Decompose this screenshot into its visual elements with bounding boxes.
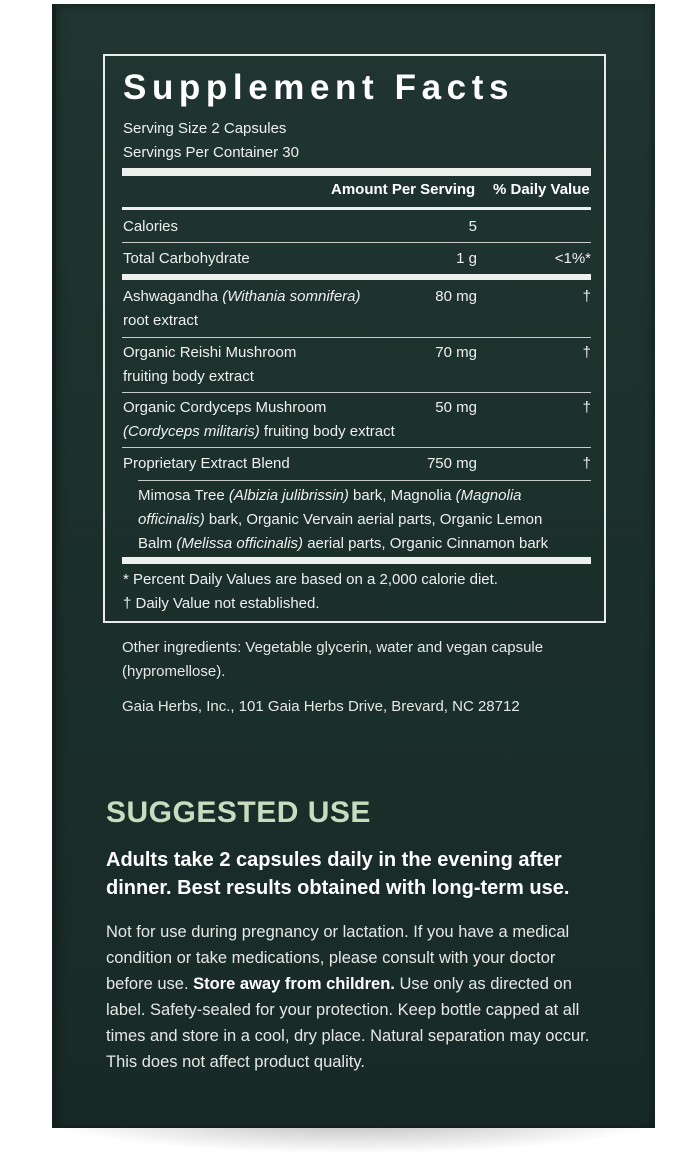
suggested-use-directions: Adults take 2 capsules daily in the evening after dinner. Best results obtained with long-term use.	[106, 849, 570, 899]
thick-rule	[122, 168, 591, 176]
manufacturer-address: Gaia Herbs, Inc., 101 Gaia Herbs Drive, Brevard, NC 28712	[122, 698, 520, 715]
ingredient-cordyceps-name: Organic Cordyceps Mushroom	[123, 399, 327, 416]
ingredient-reishi-part: fruiting body extract	[123, 368, 254, 385]
ingredient-reishi-name: Organic Reishi Mushroom	[123, 344, 297, 361]
ingredient-ashwagandha-name: Ashwagandha (Withania somnifera)	[123, 288, 361, 305]
row-carb-name: Total Carbohydrate	[123, 250, 250, 267]
ingredient-reishi-amount: 70 mg	[435, 344, 477, 361]
ingredient-blend-amount: 750 mg	[426, 455, 477, 472]
thick-rule	[122, 557, 591, 564]
warnings-text: Not for use during pregnancy or lactation. If you have a medical condition or take medications, please consult with your doctor before use. Store away from children. Use only as directed on label. Safety-sealed for your protection. Keep bottle capped at all times and store in a cool, dry place. Natural separation may occur. This does not affect product quality.	[106, 923, 590, 1071]
footnote-daily-values: * Percent Daily Values are based on a 2,000 calorie diet.	[123, 571, 498, 588]
row-divider	[122, 242, 591, 243]
ingredient-cordyceps-amount: 50 mg	[435, 399, 477, 416]
row-carb-dv: <1%*	[554, 250, 591, 267]
ingredient-ashwagandha-dv: †	[582, 288, 591, 305]
row-divider	[122, 447, 591, 448]
servings-per-container: Servings Per Container 30	[123, 144, 299, 161]
suggested-use-title: SUGGESTED USE	[106, 796, 371, 829]
row-calories-name: Calories	[123, 218, 179, 235]
other-ingredients: Other ingredients: Vegetable glycerin, water and vegan capsule (hypromellose).	[122, 639, 544, 680]
row-carb-amount: 1 g	[456, 250, 477, 267]
ingredient-ashwagandha-part: root extract	[123, 312, 199, 329]
ingredient-blend-dv: †	[582, 455, 591, 472]
footnote-not-established: † Daily Value not established.	[123, 595, 320, 612]
thick-rule	[122, 274, 591, 280]
ingredient-cordyceps-part: (Cordyceps militaris) fruiting body extract	[123, 423, 395, 440]
supplement-facts-box	[103, 54, 606, 623]
row-divider	[122, 392, 591, 393]
medium-rule	[122, 207, 591, 210]
ingredient-ashwagandha-amount: 80 mg	[435, 288, 477, 305]
header-amount: Amount Per Serving	[331, 181, 476, 198]
serving-size: Serving Size 2 Capsules	[123, 120, 287, 137]
facts-title: Supplement Facts	[123, 68, 515, 107]
row-calories-amount: 5	[468, 218, 477, 235]
row-divider	[138, 480, 591, 481]
ingredient-blend-name: Proprietary Extract Blend	[123, 455, 290, 472]
blend-ingredients: Mimosa Tree (Albizia julibrissin) bark, Magnolia (Magnolia officinalis) bark, Organic Vervain aerial parts, Organic Lemon Balm (Melissa officinalis) aerial parts, Organic Cinnamon bark	[138, 487, 549, 552]
panel-edge	[52, 4, 56, 1128]
row-divider	[122, 337, 591, 338]
header-daily-value: % Daily Value	[493, 181, 590, 198]
ingredient-reishi-dv: †	[582, 344, 591, 361]
ingredient-cordyceps-dv: †	[582, 399, 591, 416]
